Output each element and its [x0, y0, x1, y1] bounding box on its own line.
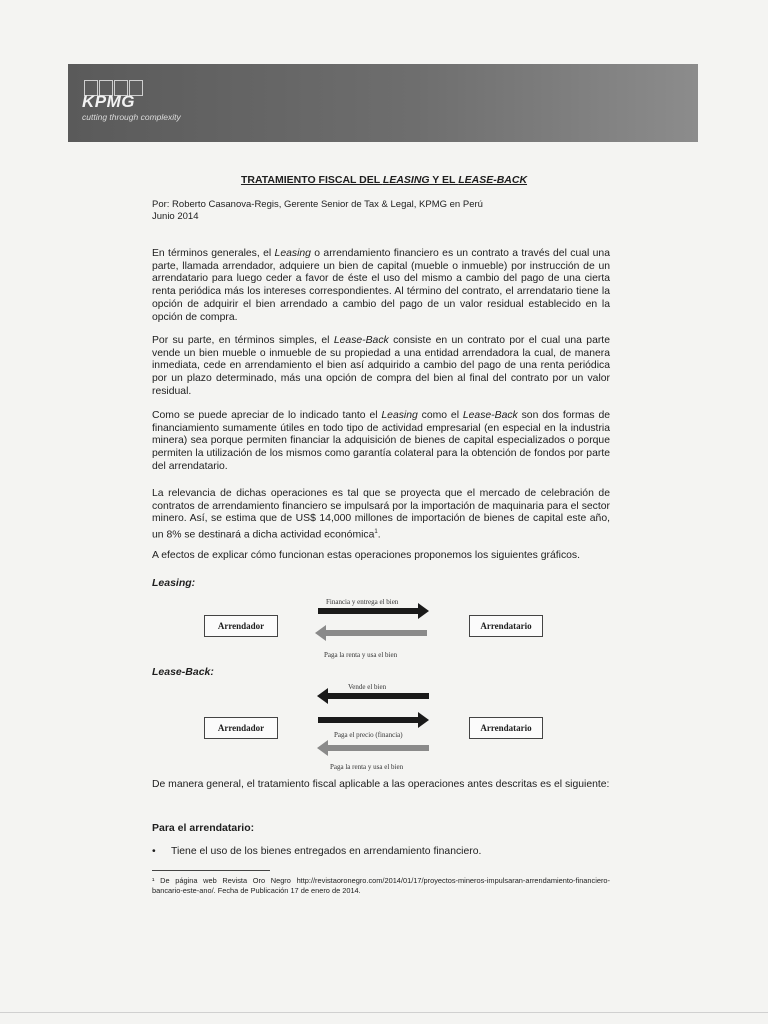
leaseback-arrendador-box: Arrendador: [204, 717, 278, 739]
document-title: TRATAMIENTO FISCAL DEL LEASING Y EL LEASE-BACK: [240, 174, 528, 186]
leasing-arrendador-box: Arrendador: [204, 615, 278, 637]
paragraph-4: La relevancia de dichas operaciones es tal que se proyecta que el mercado de celebración de contratos de arrendamiento financiero se impulsará por la importación de maquinaria para el sector minero. Así, se estima que de US$ 14,000 millones de importación de bienes de capital este año, un 8% se destinará a dicha actividad económica$^1$.: [152, 488, 610, 541]
leasing-label: Leasing:: [152, 577, 196, 589]
paragraph-2: Por su parte, en términos simples, el Lease-Back consiste en un contrato por el cual una parte vende un bien mueble o inmueble de su propiedad a una entidad arrendadora la cual, de manera inmediata, cede en arrendamiento el bien así adquirido a cambio del pago de una renta periódica por un plazo determinado, más una opción de compra del bien al final del contrato por un valor residual.: [152, 335, 610, 397]
footnote: ¹ De página web Revista Oro Negro http://revistaoronegro.com/2014/01/17/proyectos-mineros-impulsaran-arrendamiento-financiero-bancario-este-ano/. Fecha de Publicación 17 de enero de 2014.: [152, 876, 610, 895]
leaseback-arrow-3-label: Paga la renta y usa el bien: [330, 763, 404, 771]
footnote-ref[interactable]: 1: [374, 529, 378, 536]
subheading-arrendatario: Para el arrendatario:: [152, 822, 255, 834]
kpmg-logo-text: KPMG: [82, 92, 135, 111]
paragraph-5: A efectos de explicar cómo funcionan estas operaciones proponemos los siguientes gráficos.: [152, 550, 580, 561]
leaseback-arrendatario-box: Arrendatario: [469, 717, 543, 739]
date-line: Junio 2014: [152, 211, 199, 222]
list-item-text: Tiene el uso de los bienes entregados en arrendamiento financiero.: [171, 846, 482, 857]
author-line: Por: Roberto Casanova-Regis, Gerente Senior de Tax & Legal, KPMG en Perú: [152, 199, 483, 210]
leaseback-arrow-3: [317, 740, 429, 756]
leaseback-arrow-2: [318, 712, 429, 728]
paragraph-1: En términos generales, el Leasing o arrendamiento financiero es un contrato a través del cual una parte, llamada arrendador, adquiere un bien de capital (mueble o inmueble) por instrucción de un arrendatario para luego ceder a favor de éste el uso del mismo a cambio del pago de una cierta renta periódica más los intereses correspondientes. Al término del contrato, el arrendatario tiene la opción de adquirir el bien arrendado a cambio del pago de un valor residual establecido en la opción de compra.: [152, 248, 610, 323]
kpmg-tagline: cutting through complexity: [82, 112, 181, 122]
leasing-top-arrow-label: Financia y entrega el bien: [326, 598, 399, 606]
paragraph-3: Como se puede apreciar de lo indicado tanto el Leasing como el Lease-Back son dos formas de financiamiento sumamente útiles en todo tipo de actividad empresarial (en especial en la industria minera) sea porque permiten financiar la adquisición de bienes de capital especializados o porque permiten la utilización de los mismos como garantía colateral para la obtención de fondos por parte del arrendatario.: [152, 410, 610, 472]
leasing-bottom-arrow-label: Paga la renta y usa el bien: [324, 651, 398, 659]
leaseback-arrow-2-label: Paga el precio (financia): [334, 731, 403, 739]
leaseback-arrow-1-label: Vende el bien: [348, 683, 387, 691]
list-item: [152, 846, 481, 857]
bullet-icon: •: [152, 846, 156, 857]
leaseback-label: Lease-Back:: [152, 666, 214, 678]
leasing-arrendatario-box: Arrendatario: [469, 615, 543, 637]
footnote-divider: [152, 870, 270, 871]
leasing-left-arrow: [315, 625, 427, 641]
page-bottom-edge: [0, 1012, 768, 1013]
paragraph-6: De manera general, el tratamiento fiscal aplicable a las operaciones antes descritas es el siguiente:: [152, 779, 610, 790]
